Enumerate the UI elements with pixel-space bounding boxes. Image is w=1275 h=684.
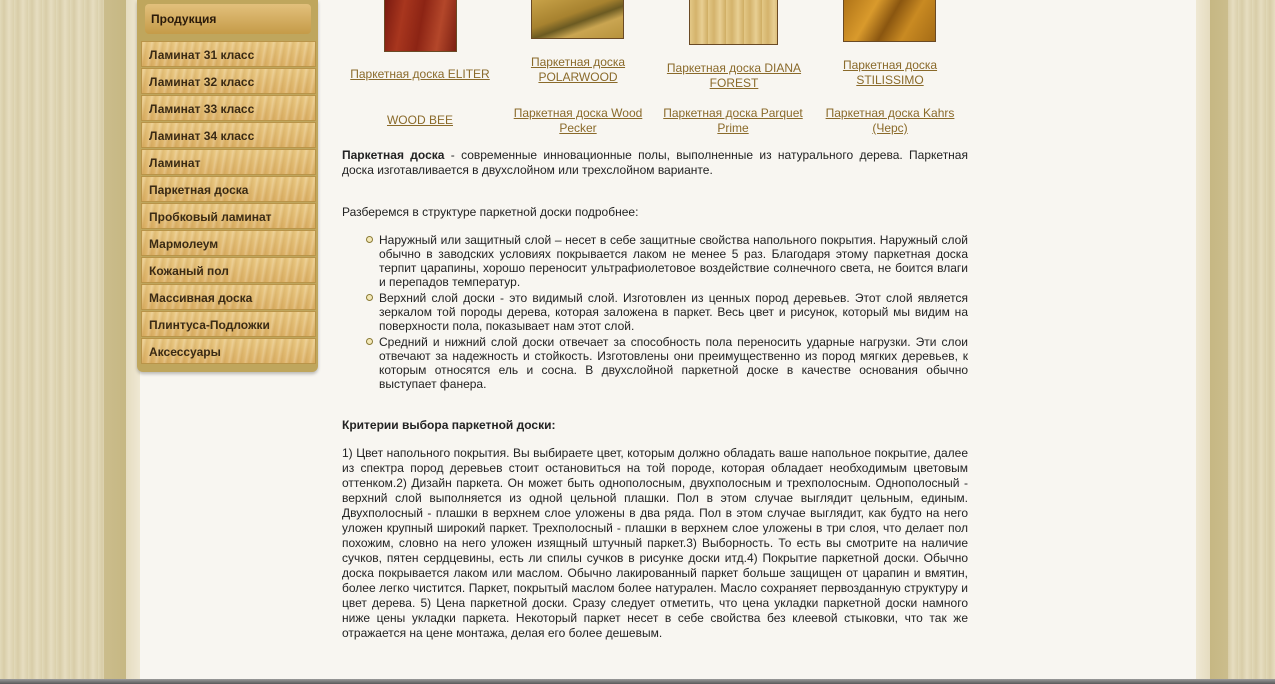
product-link-polarwood[interactable]: Паркетная доска POLARWOOD: [530, 55, 626, 84]
sidebar-item-accessories[interactable]: Аксессуары: [141, 338, 316, 364]
product-link-eliter[interactable]: Паркетная доска ELITER: [350, 67, 490, 81]
criteria-paragraph: 1) Цвет напольного покрытия. Вы выбираете цвет, которым должно обладать ваше напольное покрытие, далее из спектра пород деревьев стоит остановиться на той породе, которая обладает необходимым цветовым оттенком.2) Дизайн паркета. Он может быть однополосным, двухполосным и трехполосным. Однополосный - верхний слой выполняется из одной цельной плашки. Пол в этом случае выглядит цельным, единым. Двухполосный - плашки в верхнем слое уложены в два ряда. Пол в этом случае выглядит, как будто на него уложен крупный широкий паркет. Трехполосный - плашки в верхнем слое уложены в три слоя, что делает пол похожим, словно на него уложен изящный штучный паркет.3) Выборность. То есть вы смотрите на наличие сучков, пятен сердцевины, есть ли спилы сучков в рисунке доски итд.4) Покрытие паркетной доски. Обычно доска покрывается лаком или маслом. Обычно лакированный паркет больше защищен от царапин и вмятин, более легко чистится. Паркет, покрытый маслом более натурален. Масло сохраняет первозданную структуру и цвет дерева. 5) Цена паркетной доски. Сразу следует отметить, что цена укладки паркетной доски намного ниже цены укладки паркета. Некоторый паркет несет в себе свойства без клеевой стыковки, что так же отражается на цене монтажа, делая его более дешевым.: [342, 446, 968, 640]
intro-text: - современные инновационные полы, выполненные из натурального дерева. Паркетная доска изготавливается в двухслойном или трехслойном варианте.: [342, 148, 968, 177]
intro-paragraph: [342, 148, 968, 178]
sidebar-item-cork-laminate[interactable]: Пробковый ламинат: [141, 203, 316, 229]
list-item-text: Наружный или защитный слой – несет в себе защитные свойства напольного покрытия. Наружный слой обычно в заводских условиях покрывается лаком не менее 5 раз. Благодаря этому паркетная доска терпит царапины, хорошо переносит ультрафиолетовое воздействие солнечного света, не боится влаги и перепадов температур.: [379, 233, 968, 289]
sidebar-item-laminate-34[interactable]: Ламинат 34 класс: [141, 122, 316, 148]
list-item-text: Верхний слой доски - это видимый слой. Изготовлен из ценных пород деревьев. Этот слой является зеркалом той породы дерева, которая заложена в паркет. Весь цвет и рисунок, который мы видим на поверхности пола, показывает нам этот слой.: [379, 291, 968, 333]
sidebar-item-marmoleum[interactable]: Мармолеум: [141, 230, 316, 256]
list-item-text: Средний и нижний слой доски отвечает за способность пола переносить ударные нагрузки. Эти слои отвечают за надежность и стойкость. Изготовлены они преимущественно из пород мягких деревьев, к которым относятся ель и сосна. В двухслойной паркетной доске в качестве основания обычно выступает фанера.: [379, 335, 968, 391]
intro-term: Паркетная доска: [342, 148, 445, 162]
bullet-icon: [366, 338, 373, 345]
layers-list: [342, 233, 968, 391]
sidebar-item-solid-board[interactable]: Массивная доска: [141, 284, 316, 310]
product-image-eliter[interactable]: [385, 0, 456, 51]
sidebar-item-skirting-underlay[interactable]: Плинтуса-Подложки: [141, 311, 316, 337]
left-background-rail: [0, 0, 140, 684]
product-link-parquet-prime[interactable]: Паркетная доска Parquet Prime: [663, 106, 803, 135]
article: [342, 148, 968, 641]
product-image-stilissimo[interactable]: [844, 0, 935, 41]
product-link-stilissimo[interactable]: Паркетная доска STILISSIMO: [842, 58, 938, 87]
bullet-icon: [366, 236, 373, 243]
sidebar-item-laminate-33[interactable]: Ламинат 33 класс: [141, 95, 316, 121]
sidebar-item-leather-floor[interactable]: Кожаный пол: [141, 257, 316, 283]
product-link-diana-forest[interactable]: Паркетная доска DIANA FOREST: [666, 61, 802, 90]
window-bottom-edge: [0, 679, 1275, 684]
sidebar-item-parquet-board[interactable]: Паркетная доска: [141, 176, 316, 202]
product-link-wood-bee[interactable]: WOOD BEE: [386, 113, 453, 127]
sidebar-menu: [141, 41, 316, 365]
sidebar-item-laminate-32[interactable]: Ламинат 32 класс: [141, 68, 316, 94]
bullet-icon: [366, 294, 373, 301]
list-item: [342, 233, 968, 289]
sidebar-header: Продукция: [145, 4, 311, 34]
list-item: [342, 335, 968, 391]
product-link-kahrs[interactable]: Паркетная доска Kahrs (Черс): [825, 106, 955, 135]
criteria-heading-text: Критерии выбора паркетной доски:: [342, 418, 556, 432]
sidebar-item-laminate-31[interactable]: Ламинат 31 класс: [141, 41, 316, 67]
right-background-rail: [1196, 0, 1275, 684]
product-link-wood-pecker[interactable]: Паркетная доска Wood Pecker: [513, 106, 643, 135]
structure-heading: Разберемся в структуре паркетной доски подробнее:: [342, 205, 639, 219]
list-item: [342, 291, 968, 333]
product-image-polarwood[interactable]: [532, 0, 623, 38]
criteria-heading: [342, 418, 968, 433]
product-image-diana-forest[interactable]: [690, 0, 777, 44]
sidebar-item-laminate[interactable]: Ламинат: [141, 149, 316, 175]
